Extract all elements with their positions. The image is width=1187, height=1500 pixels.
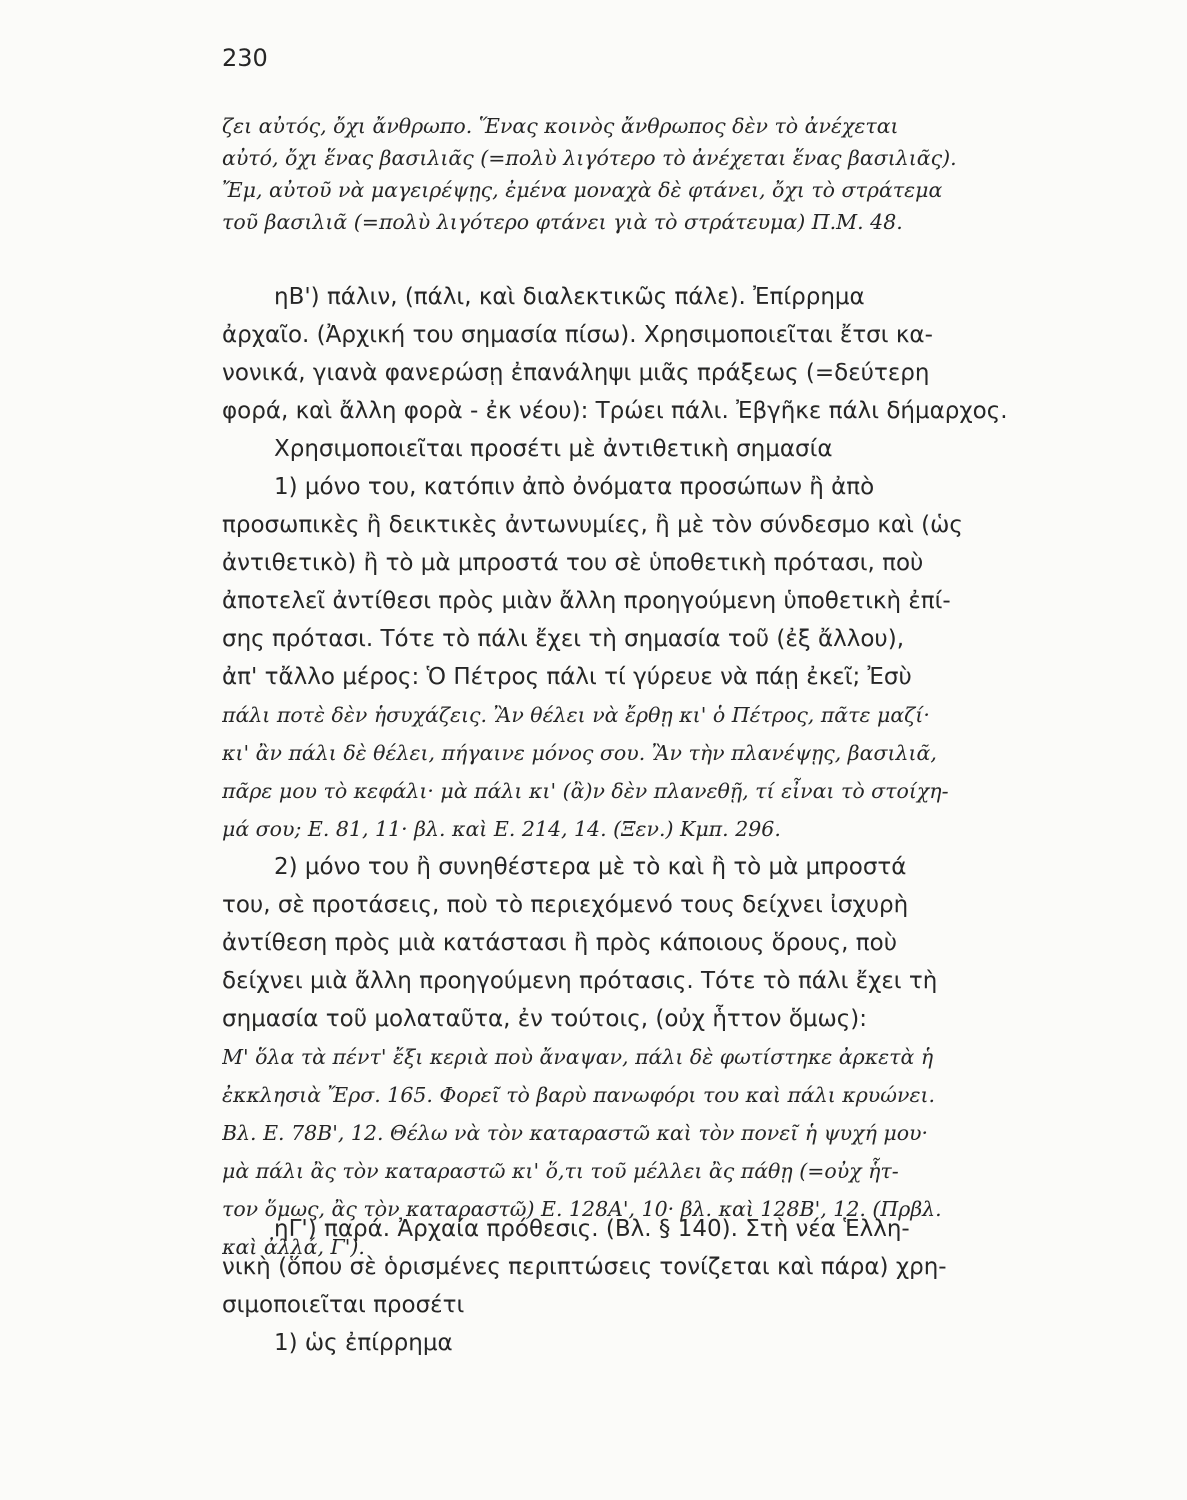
example-line: μὰ πάλι ἂς τὸν καταραστῶ κι' ὅ,τι τοῦ μέλλει ἂς πάθῃ (=οὐχ ἧτ- <box>222 1159 899 1183</box>
page-number: 230 <box>222 44 268 72</box>
section-g <box>222 1210 1074 1362</box>
text-line: του, σὲ προτάσεις, ποὺ τὸ περιεχόμενό τους δείχνει ἰσχυρὴ <box>222 892 909 918</box>
text-line: ἀπ' τἄλλο μέρος: Ὁ Πέτρος πάλι τί γύρευε νὰ πάῃ ἐκεῖ; Ἐσὺ <box>222 664 912 690</box>
text-line: ἀρχαῖο. (Ἀρχική του σημασία πίσω). Χρησιμοποιεῖται ἔτσι κα- <box>222 322 933 348</box>
text-line: νικὴ (ὅπου σὲ ὁρισμένες περιπτώσεις τονίζεται καὶ πάρα) χρη- <box>222 1254 947 1280</box>
example-line: τον ὅμως, ἂς τὸν καταραστῶ) Ε. 128Α', 10· βλ. καὶ 128Β', 12. (Πρβλ. <box>222 1197 942 1221</box>
text-line: ἀντιθετικὸ) ἢ τὸ μὰ μπροστά του σὲ ὑποθετικὴ πρότασι, ποὺ <box>222 550 924 576</box>
text-line: προσωπικὲς ἢ δεικτικὲς ἀντωνυμίες, ἢ μὲ τὸν σύνδεσμο καὶ (ὡς <box>222 512 963 538</box>
text-line: νονικά, γιανὰ φανερώσῃ ἐπανάληψι μιᾶς πράξεως (=δεύτερη <box>222 360 930 386</box>
list-item: 1) μόνο του, κατόπιν ἀπὸ ὀνόματα προσώπων ἢ ἀπὸ <box>274 474 875 500</box>
text-line: σης πρότασι. Τότε τὸ πάλι ἔχει τὴ σημασία τοῦ (ἐξ ἄλλου), <box>222 626 905 652</box>
example-line: πᾶρε μου τὸ κεφάλι· μὰ πάλι κι' (ἂ)ν δὲν πλανεθῇ, τί εἶναι τὸ στοίχη- <box>222 779 949 803</box>
text-line: Ἔμ, αὐτοῦ νὰ μαγειρέψῃς, ἐμένα μοναχὰ δὲ φτάνει, ὄχι τὸ στράτεμα <box>222 178 943 202</box>
intro-paragraph <box>222 110 1074 238</box>
example-line: ἐκκλησιὰ Ἔρσ. 165. Φορεῖ τὸ βαρὺ πανωφόρι του καὶ πάλι κρυώνει. <box>222 1083 935 1107</box>
example-line: καὶ ἀλλά, Γ'). <box>222 1235 365 1259</box>
text-line: σιμοποιεῖται προσέτι <box>222 1292 465 1318</box>
text-line: ἀποτελεῖ ἀντίθεσι πρὸς μιὰν ἄλλη προηγούμενη ὑποθετικὴ ἐπί- <box>222 588 951 614</box>
text-line: ζει αὐτός, ὄχι ἄνθρωπο. Ἕνας κοινὸς ἄνθρωπος δὲν τὸ ἀνέχεται <box>222 114 899 138</box>
section-b <box>222 278 1074 1266</box>
example-line: πάλι ποτὲ δὲν ἡσυχάζεις. Ἂν θέλει νὰ ἔρθῃ κι' ὁ Πέτρος, πᾶτε μαζί· <box>222 703 930 727</box>
text-line: δείχνει μιὰ ἄλλη προηγούμενη πρότασις. Τότε τὸ πάλι ἔχει τὴ <box>222 968 938 994</box>
section-heading: ηΒ') πάλιν, (πάλι, καὶ διαλεκτικῶς πάλε). Ἐπίρρημα <box>274 284 865 310</box>
text-line: αὐτό, ὄχι ἕνας βασιλιᾶς (=πολὺ λιγότερο τὸ ἀνέχεται ἕνας βασιλιᾶς). <box>222 146 957 170</box>
example-line: Βλ. Ε. 78Β', 12. Θέλω νὰ τὸν καταραστῶ καὶ τὸν πονεῖ ἡ ψυχή μου· <box>222 1121 929 1145</box>
list-item: 1) ὡς ἐπίρρημα <box>274 1330 453 1356</box>
text-line: ἀντίθεση πρὸς μιὰ κατάστασι ἢ πρὸς κάποιους ὅρους, ποὺ <box>222 930 898 956</box>
section-heading: ηΓ') παρά. Ἀρχαία πρόθεσις. (Βλ. § 140). Στὴ νέα Ἑλλη- <box>274 1216 910 1242</box>
text-line: σημασία τοῦ μολαταῦτα, ἐν τούτοις, (οὐχ ἧττον ὅμως): <box>222 1006 868 1032</box>
text-line: τοῦ βασιλιᾶ (=πολὺ λιγότερο φτάνει γιὰ τὸ στράτευμα) Π.Μ. 48. <box>222 210 903 234</box>
text-line: φορά, καὶ ἄλλη φορὰ - ἐκ νέου): Τρώει πάλι. Ἐβγῆκε πάλι δήμαρχος. <box>222 398 1008 424</box>
text-line: Χρησιμοποιεῖται προσέτι μὲ ἀντιθετικὴ σημασία <box>274 436 833 462</box>
example-line: μά σου; Ε. 81, 11· βλ. καὶ Ε. 214, 14. (Ξεν.) Κμπ. 296. <box>222 817 781 841</box>
list-item: 2) μόνο του ἢ συνηθέστερα μὲ τὸ καὶ ἢ τὸ μὰ μπροστά <box>274 854 907 880</box>
example-line: κι' ἂν πάλι δὲ θέλει, πήγαινε μόνος σου. Ἂν τὴν πλανέψῃς, βασιλιᾶ, <box>222 741 937 765</box>
example-line: Μ' ὅλα τὰ πέντ' ἔξι κεριὰ ποὺ ἄναψαν, πάλι δὲ φωτίστηκε ἀρκετὰ ἡ <box>222 1045 934 1069</box>
